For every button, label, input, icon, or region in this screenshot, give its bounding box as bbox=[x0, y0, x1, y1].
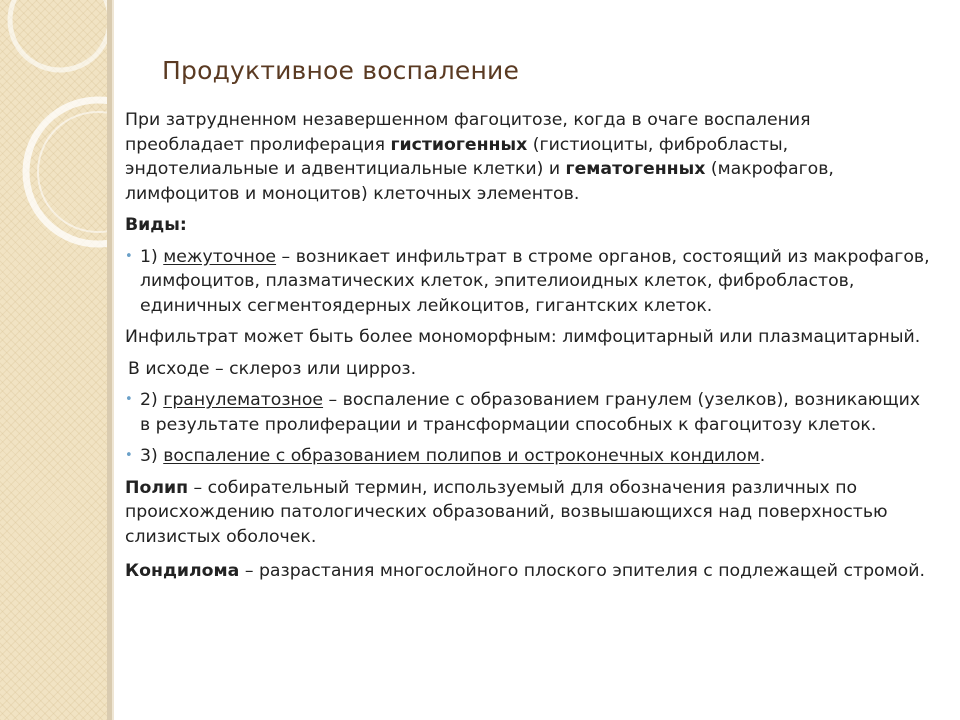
bullet-icon: • bbox=[125, 248, 133, 264]
outcome-note: В исходе – склероз или цирроз. bbox=[128, 358, 417, 379]
type-interstitial-item: • 1) межуточное – возникает инфильтрат в строме органов, состоящий из макрофагов, лимфоцитов, плазматических клеток, эпителиоидных клеток, фибробластов, единичных сегментоядерных лейкоцитов, гигантских клеток. bbox=[125, 246, 930, 316]
bullet-icon: • bbox=[125, 392, 133, 407]
polyp-term: Полип bbox=[125, 477, 189, 498]
type-polyps-item: • 3) воспаление с образованием полипов и остроконечных кондилом. bbox=[125, 444, 930, 469]
hematogenic-term: гематогенных bbox=[565, 159, 706, 179]
infiltrate-note: Инфильтрат может быть более мономорфным: лимфоцитарный или плазмацитарный. bbox=[125, 327, 921, 347]
sidebar-divider-light bbox=[112, 0, 114, 720]
polyp-definition: Полип – собирательный термин, используемый для обозначения различных по происхождению патологических образований, возвышающихся над поверхностью слизистых оболочек. bbox=[125, 477, 888, 547]
types-heading: Виды: bbox=[125, 215, 187, 235]
condyloma-definition: Кондилома – разрастания многослойного плоского эпителия с подлежащей стромой. bbox=[125, 561, 925, 581]
slide-content bbox=[125, 108, 930, 584]
interstitial-term: межуточное bbox=[163, 246, 277, 267]
decorative-rings bbox=[0, 0, 107, 720]
slide-title: Продуктивное воспаление bbox=[162, 56, 520, 85]
granulomatous-term: гранулематозное bbox=[163, 390, 324, 410]
polyps-term: воспаление с образованием полипов и остроконечных кондилом bbox=[163, 446, 760, 466]
type-granulomatous-item: • 2) гранулематозное – воспаление с образованием гранулем (узелков), возникающих в результате пролиферации и трансформации способных к фагоцитозу клеток. bbox=[125, 390, 921, 435]
bullet-icon: • bbox=[125, 448, 133, 463]
decorative-sidebar bbox=[0, 0, 107, 720]
histiogenic-term: гистиогенных bbox=[390, 134, 528, 155]
intro-paragraph: При затрудненном незавершенном фагоцитозе, когда в очаге воспаления преобладает пролиферация гистиогенных (гистиоциты, фибробласты, эндотелиальные и адвентициальные клетки) и гематогенных (макрофагов, лимфоцитов и моноцитов) клеточных элементов. bbox=[125, 110, 834, 204]
condyloma-term: Кондилома bbox=[125, 561, 240, 581]
